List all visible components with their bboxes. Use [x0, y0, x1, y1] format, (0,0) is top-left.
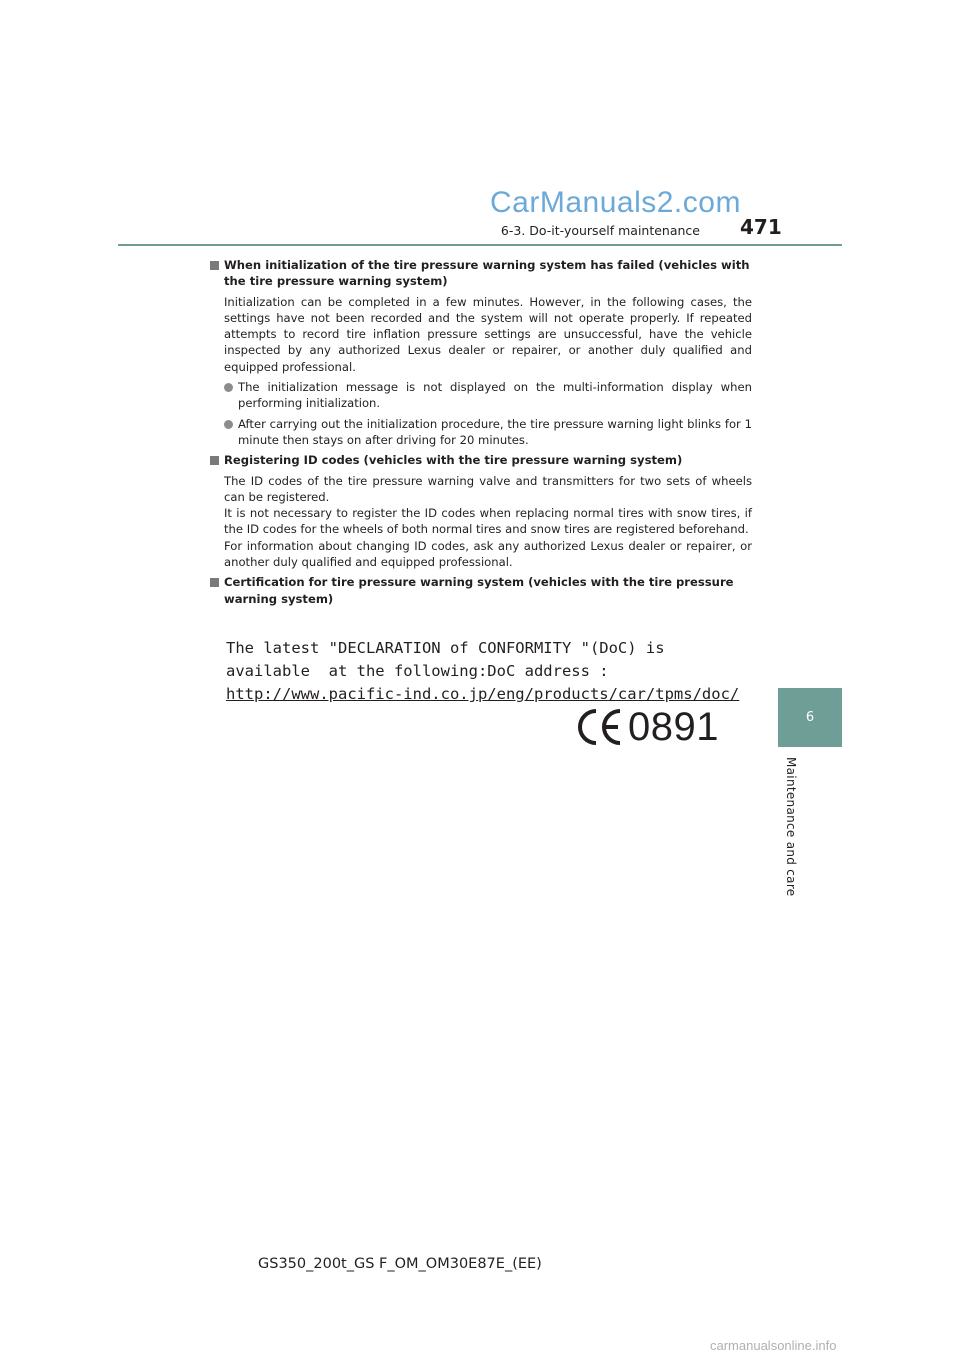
chapter-side-label: [756, 757, 826, 897]
id-codes-paragraph-3: For information about changing ID codes, ask any authorized Lexus dealer or repairer, or another duly qualified and equipped professional.: [224, 538, 752, 570]
chapter-title: Maintenance and care: [784, 757, 798, 897]
carmanuals2-watermark: CarManuals2.com: [490, 186, 741, 219]
doc-line-2: available at the following:DoC address :: [226, 662, 609, 680]
id-codes-paragraph-2: It is not necessary to register the ID codes when replacing normal tires with snow tires, if the ID codes for the wheels of both normal tires and snow tires are registered beforehand.: [224, 506, 752, 537]
init-failed-heading: When initialization of the tire pressure warning system has failed (vehicles with the tire pressure warning system): [210, 257, 752, 290]
header-rule: [118, 244, 842, 246]
section-title: 6-3. Do-it-yourself maintenance: [500, 223, 700, 238]
round-bullet-icon: [224, 383, 233, 392]
document-code: GS350_200t_GS F_OM_OM30E87E_(EE): [258, 1256, 542, 1272]
doc-line-1: The latest "DECLARATION of CONFORMITY "(DoC) is: [226, 639, 665, 657]
page-content: [210, 257, 752, 611]
doc-url: http://www.pacific-ind.co.jp/eng/products/car/tpms/doc/: [226, 685, 740, 703]
ce-mark: [574, 705, 724, 749]
init-failed-bullet-2: After carrying out the initialization procedure, the tire pressure warning light blinks for 1 minute then stays on after driving for 20 minutes.: [238, 416, 752, 449]
square-bullet-icon: [210, 456, 219, 465]
page-number: 471: [740, 215, 782, 239]
certification-image: [226, 637, 740, 749]
square-bullet-icon: [210, 578, 219, 587]
ce-logo-icon: [574, 707, 624, 747]
chapter-tab: [778, 688, 842, 747]
init-failed-bullet-1: The initialization message is not displayed on the multi-information display when performing initialization.: [238, 379, 752, 412]
ce-number: 0891: [628, 704, 719, 749]
square-bullet-icon: [210, 261, 219, 270]
id-codes-paragraph-1: The ID codes of the tire pressure warning valve and transmitters for two sets of wheels can be registered.: [224, 473, 752, 504]
certification-heading: Certification for tire pressure warning system (vehicles with the tire pressure warning system): [210, 574, 752, 607]
carmanualsonline-watermark: carmanualsonline.info: [710, 1338, 837, 1353]
chapter-number: 6: [805, 710, 815, 725]
id-codes-heading: Registering ID codes (vehicles with the tire pressure warning system): [210, 452, 752, 468]
init-failed-body: Initialization can be completed in a few minutes. However, in the following cases, the settings have not been recorded and the system will not operate properly. If repeated attempts to record tire inflation pressure settings are unsuccessful, have the vehicle inspected by any authorized Lexus dealer or repairer, or another duly qualified and equipped professional.: [224, 294, 752, 374]
round-bullet-icon: [224, 420, 233, 429]
